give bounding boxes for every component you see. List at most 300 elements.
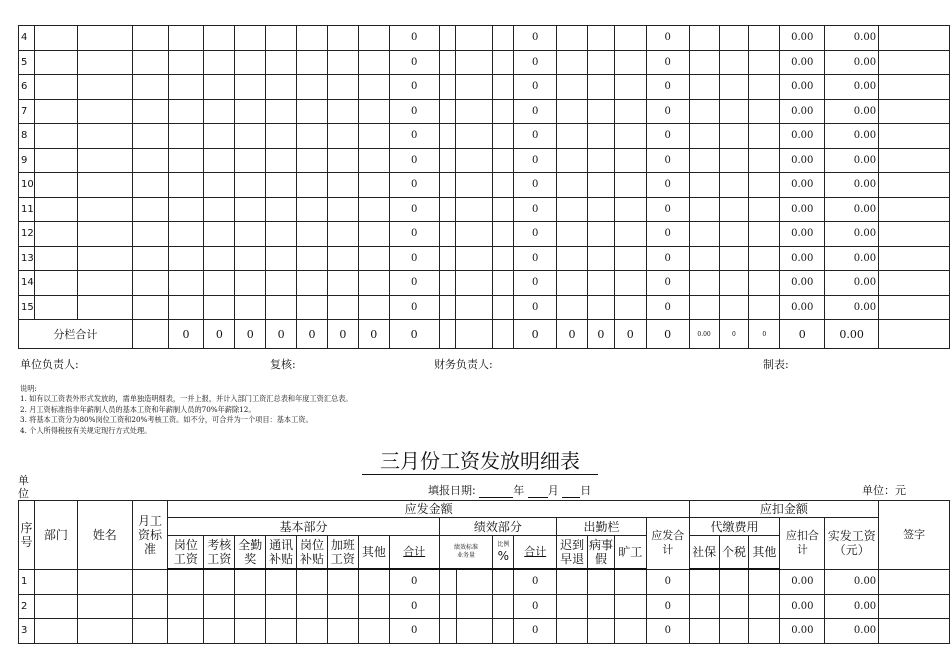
qt-cell[interactable] [358, 222, 389, 247]
khgz-cell[interactable] [204, 222, 235, 247]
bsj-cell[interactable] [587, 148, 614, 173]
bl-cell[interactable] [493, 50, 514, 75]
bl-cell[interactable] [493, 295, 514, 320]
jbgz-cell[interactable] [327, 99, 358, 124]
bsj-cell[interactable] [587, 271, 614, 296]
qt-cell[interactable] [358, 197, 389, 222]
cdzt-cell[interactable] [557, 197, 588, 222]
qt-cell[interactable] [358, 619, 389, 644]
bsj-cell[interactable] [587, 295, 614, 320]
bl-cell[interactable] [493, 271, 514, 296]
bl-cell[interactable] [493, 246, 514, 271]
ywl-cell[interactable] [456, 99, 493, 124]
sign-cell[interactable] [879, 26, 950, 51]
txbt-cell[interactable] [266, 148, 297, 173]
std-cell[interactable] [132, 197, 168, 222]
sign-cell[interactable] [879, 594, 950, 619]
cdzt-cell[interactable] [557, 75, 588, 100]
sb-cell[interactable] [689, 75, 719, 100]
khgz-cell[interactable] [204, 569, 235, 594]
qt-cell[interactable] [358, 173, 389, 198]
qqj-cell[interactable] [235, 246, 266, 271]
ywl-cell[interactable] [456, 26, 493, 51]
std-cell[interactable] [132, 124, 168, 149]
qt-cell[interactable] [358, 246, 389, 271]
txbt-cell[interactable] [266, 246, 297, 271]
sb-cell[interactable] [689, 197, 719, 222]
gs-cell[interactable] [719, 246, 749, 271]
sb-cell[interactable] [689, 295, 719, 320]
dept-cell[interactable] [34, 246, 77, 271]
qqj-cell[interactable] [235, 619, 266, 644]
gwgz-cell[interactable] [168, 197, 204, 222]
ywl-cell[interactable] [456, 75, 493, 100]
khgz-cell[interactable] [204, 50, 235, 75]
gwgz-cell[interactable] [168, 148, 204, 173]
cdzt-cell[interactable] [557, 295, 588, 320]
kg-cell[interactable] [614, 50, 646, 75]
std-cell[interactable] [132, 99, 168, 124]
sign-cell[interactable] [879, 173, 950, 198]
khgz-cell[interactable] [204, 26, 235, 51]
bsj-cell[interactable] [588, 619, 615, 644]
jbgz-cell[interactable] [327, 124, 358, 149]
txbt-cell[interactable] [266, 124, 297, 149]
sb-cell[interactable] [689, 124, 719, 149]
txbt-cell[interactable] [266, 295, 297, 320]
gwbt-cell[interactable] [297, 222, 328, 247]
cdzt-cell[interactable] [557, 619, 588, 644]
name-cell[interactable] [77, 75, 132, 100]
sb-cell[interactable] [689, 271, 719, 296]
qt2-cell[interactable] [749, 50, 780, 75]
sb-cell[interactable] [689, 569, 719, 594]
txbt-cell[interactable] [266, 173, 297, 198]
khgz-cell[interactable] [204, 173, 235, 198]
ywl-cell[interactable] [456, 222, 493, 247]
std-cell[interactable] [132, 246, 168, 271]
kg-cell[interactable] [614, 271, 646, 296]
gs-cell[interactable] [719, 197, 749, 222]
dept-cell[interactable] [34, 222, 77, 247]
gs-cell[interactable] [719, 569, 749, 594]
dept-cell[interactable] [34, 594, 77, 619]
gwbt-cell[interactable] [297, 99, 328, 124]
gs-cell[interactable] [719, 222, 749, 247]
bl-cell[interactable] [493, 173, 514, 198]
name-cell[interactable] [77, 148, 132, 173]
dept-cell[interactable] [34, 26, 77, 51]
sign-cell[interactable] [879, 569, 950, 594]
dept-cell[interactable] [34, 99, 77, 124]
qt-cell[interactable] [358, 26, 389, 51]
gs-cell[interactable] [719, 50, 749, 75]
jxbz-cell[interactable] [439, 173, 456, 198]
ywl-cell[interactable] [456, 148, 493, 173]
qt2-cell[interactable] [749, 26, 780, 51]
ywl-cell[interactable] [456, 594, 493, 619]
qt-cell[interactable] [358, 99, 389, 124]
qqj-cell[interactable] [235, 173, 266, 198]
name-cell[interactable] [77, 197, 132, 222]
cdzt-cell[interactable] [557, 594, 588, 619]
qqj-cell[interactable] [235, 197, 266, 222]
dept-cell[interactable] [34, 271, 77, 296]
bl-cell[interactable] [493, 26, 514, 51]
qqj-cell[interactable] [235, 271, 266, 296]
gwgz-cell[interactable] [168, 295, 204, 320]
ywl-cell[interactable] [456, 173, 493, 198]
std-cell[interactable] [132, 148, 168, 173]
khgz-cell[interactable] [204, 124, 235, 149]
jxbz-cell[interactable] [439, 594, 456, 619]
sign-cell[interactable] [879, 295, 950, 320]
khgz-cell[interactable] [204, 75, 235, 100]
ywl-cell[interactable] [456, 50, 493, 75]
jxbz-cell[interactable] [439, 295, 456, 320]
jbgz-cell[interactable] [327, 222, 358, 247]
qt-cell[interactable] [358, 50, 389, 75]
sign-cell[interactable] [879, 124, 950, 149]
cdzt-cell[interactable] [557, 26, 588, 51]
gwgz-cell[interactable] [168, 271, 204, 296]
qt2-cell[interactable] [749, 619, 780, 644]
qt2-cell[interactable] [749, 148, 780, 173]
gwbt-cell[interactable] [297, 173, 328, 198]
jbgz-cell[interactable] [327, 594, 358, 619]
bsj-cell[interactable] [587, 197, 614, 222]
gwgz-cell[interactable] [168, 99, 204, 124]
qt2-cell[interactable] [749, 173, 780, 198]
gs-cell[interactable] [719, 124, 749, 149]
std-cell[interactable] [132, 619, 168, 644]
jxbz-cell[interactable] [439, 124, 456, 149]
qt-cell[interactable] [358, 271, 389, 296]
jbgz-cell[interactable] [327, 50, 358, 75]
sb-cell[interactable] [689, 50, 719, 75]
cdzt-cell[interactable] [557, 173, 588, 198]
jbgz-cell[interactable] [327, 619, 358, 644]
qqj-cell[interactable] [235, 148, 266, 173]
qt-cell[interactable] [358, 295, 389, 320]
jbgz-cell[interactable] [327, 26, 358, 51]
std-cell[interactable] [132, 50, 168, 75]
gwbt-cell[interactable] [297, 148, 328, 173]
qqj-cell[interactable] [235, 124, 266, 149]
gwgz-cell[interactable] [168, 50, 204, 75]
dept-cell[interactable] [34, 197, 77, 222]
jxbz-cell[interactable] [439, 619, 456, 644]
jbgz-cell[interactable] [327, 197, 358, 222]
khgz-cell[interactable] [204, 594, 235, 619]
bsj-cell[interactable] [587, 26, 614, 51]
bsj-cell[interactable] [588, 569, 615, 594]
bsj-cell[interactable] [588, 594, 615, 619]
qqj-cell[interactable] [235, 222, 266, 247]
khgz-cell[interactable] [204, 148, 235, 173]
qt2-cell[interactable] [749, 124, 780, 149]
txbt-cell[interactable] [266, 99, 297, 124]
gwbt-cell[interactable] [297, 295, 328, 320]
bsj-cell[interactable] [587, 173, 614, 198]
qt2-cell[interactable] [749, 594, 780, 619]
gwbt-cell[interactable] [297, 246, 328, 271]
name-cell[interactable] [77, 271, 132, 296]
name-cell[interactable] [77, 246, 132, 271]
bsj-cell[interactable] [587, 50, 614, 75]
khgz-cell[interactable] [204, 619, 235, 644]
bl-cell[interactable] [493, 594, 514, 619]
name-cell[interactable] [77, 50, 132, 75]
gwgz-cell[interactable] [168, 222, 204, 247]
name-cell[interactable] [77, 594, 132, 619]
gwgz-cell[interactable] [168, 569, 204, 594]
dept-cell[interactable] [34, 569, 77, 594]
qqj-cell[interactable] [235, 75, 266, 100]
month-blank[interactable] [528, 486, 548, 498]
std-cell[interactable] [132, 569, 168, 594]
cdzt-cell[interactable] [557, 148, 588, 173]
sign-cell[interactable] [879, 50, 950, 75]
std-cell[interactable] [132, 26, 168, 51]
ywl-cell[interactable] [456, 295, 493, 320]
gwgz-cell[interactable] [168, 173, 204, 198]
qt-cell[interactable] [358, 594, 389, 619]
sb-cell[interactable] [689, 246, 719, 271]
dept-cell[interactable] [34, 124, 77, 149]
gs-cell[interactable] [719, 271, 749, 296]
kg-cell[interactable] [614, 569, 646, 594]
cdzt-cell[interactable] [557, 569, 588, 594]
sb-cell[interactable] [689, 99, 719, 124]
khgz-cell[interactable] [204, 197, 235, 222]
khgz-cell[interactable] [204, 295, 235, 320]
sign-cell[interactable] [879, 99, 950, 124]
qqj-cell[interactable] [235, 99, 266, 124]
dept-cell[interactable] [34, 173, 77, 198]
jbgz-cell[interactable] [327, 295, 358, 320]
kg-cell[interactable] [614, 26, 646, 51]
name-cell[interactable] [77, 295, 132, 320]
txbt-cell[interactable] [266, 197, 297, 222]
cdzt-cell[interactable] [557, 124, 588, 149]
jbgz-cell[interactable] [327, 271, 358, 296]
cdzt-cell[interactable] [557, 246, 588, 271]
gwgz-cell[interactable] [168, 594, 204, 619]
gs-cell[interactable] [719, 75, 749, 100]
kg-cell[interactable] [614, 594, 646, 619]
gwbt-cell[interactable] [297, 594, 328, 619]
sign-cell[interactable] [879, 271, 950, 296]
jbgz-cell[interactable] [327, 148, 358, 173]
jxbz-cell[interactable] [439, 50, 456, 75]
qt2-cell[interactable] [749, 295, 780, 320]
sb-cell[interactable] [689, 173, 719, 198]
gwbt-cell[interactable] [297, 569, 328, 594]
jxbz-cell[interactable] [439, 26, 456, 51]
kg-cell[interactable] [614, 222, 646, 247]
kg-cell[interactable] [614, 148, 646, 173]
bl-cell[interactable] [493, 222, 514, 247]
txbt-cell[interactable] [266, 26, 297, 51]
gs-cell[interactable] [719, 619, 749, 644]
dept-cell[interactable] [34, 295, 77, 320]
gwbt-cell[interactable] [297, 619, 328, 644]
txbt-cell[interactable] [266, 75, 297, 100]
bl-cell[interactable] [493, 99, 514, 124]
bl-cell[interactable] [493, 197, 514, 222]
year-blank[interactable] [479, 486, 513, 498]
qt-cell[interactable] [358, 148, 389, 173]
qt-cell[interactable] [358, 124, 389, 149]
gwbt-cell[interactable] [297, 75, 328, 100]
std-cell[interactable] [132, 594, 168, 619]
jxbz-cell[interactable] [439, 75, 456, 100]
bl-cell[interactable] [493, 569, 514, 594]
bsj-cell[interactable] [587, 75, 614, 100]
qt2-cell[interactable] [749, 271, 780, 296]
bsj-cell[interactable] [587, 124, 614, 149]
ywl-cell[interactable] [456, 569, 493, 594]
kg-cell[interactable] [614, 246, 646, 271]
kg-cell[interactable] [614, 124, 646, 149]
sb-cell[interactable] [689, 148, 719, 173]
bl-cell[interactable] [493, 124, 514, 149]
std-cell[interactable] [132, 75, 168, 100]
sign-cell[interactable] [879, 246, 950, 271]
ywl-cell[interactable] [456, 619, 493, 644]
gwgz-cell[interactable] [168, 246, 204, 271]
txbt-cell[interactable] [266, 569, 297, 594]
gwbt-cell[interactable] [297, 26, 328, 51]
ywl-cell[interactable] [456, 271, 493, 296]
sb-cell[interactable] [689, 222, 719, 247]
gs-cell[interactable] [719, 148, 749, 173]
name-cell[interactable] [77, 99, 132, 124]
sb-cell[interactable] [689, 594, 719, 619]
qt-cell[interactable] [358, 75, 389, 100]
bl-cell[interactable] [493, 619, 514, 644]
cdzt-cell[interactable] [557, 222, 588, 247]
qt2-cell[interactable] [749, 246, 780, 271]
jxbz-cell[interactable] [439, 271, 456, 296]
jbgz-cell[interactable] [327, 173, 358, 198]
kg-cell[interactable] [614, 99, 646, 124]
sb-cell[interactable] [689, 26, 719, 51]
kg-cell[interactable] [614, 173, 646, 198]
khgz-cell[interactable] [204, 246, 235, 271]
name-cell[interactable] [77, 173, 132, 198]
jxbz-cell[interactable] [439, 222, 456, 247]
bsj-cell[interactable] [587, 222, 614, 247]
jxbz-cell[interactable] [439, 569, 456, 594]
cdzt-cell[interactable] [557, 99, 588, 124]
qt2-cell[interactable] [749, 222, 780, 247]
dept-cell[interactable] [34, 75, 77, 100]
qqj-cell[interactable] [235, 295, 266, 320]
jxbz-cell[interactable] [439, 99, 456, 124]
gwgz-cell[interactable] [168, 619, 204, 644]
std-cell[interactable] [132, 222, 168, 247]
gwbt-cell[interactable] [297, 50, 328, 75]
gs-cell[interactable] [719, 594, 749, 619]
khgz-cell[interactable] [204, 99, 235, 124]
name-cell[interactable] [77, 124, 132, 149]
txbt-cell[interactable] [266, 222, 297, 247]
bsj-cell[interactable] [587, 246, 614, 271]
name-cell[interactable] [77, 569, 132, 594]
qqj-cell[interactable] [235, 50, 266, 75]
std-cell[interactable] [132, 173, 168, 198]
jxbz-cell[interactable] [439, 197, 456, 222]
qt2-cell[interactable] [749, 197, 780, 222]
qqj-cell[interactable] [235, 594, 266, 619]
dept-cell[interactable] [34, 50, 77, 75]
bl-cell[interactable] [493, 148, 514, 173]
qt-cell[interactable] [358, 569, 389, 594]
ywl-cell[interactable] [456, 197, 493, 222]
name-cell[interactable] [77, 222, 132, 247]
qt2-cell[interactable] [749, 99, 780, 124]
ywl-cell[interactable] [456, 124, 493, 149]
sign-cell[interactable] [879, 222, 950, 247]
name-cell[interactable] [77, 26, 132, 51]
sign-cell[interactable] [879, 619, 950, 644]
khgz-cell[interactable] [204, 271, 235, 296]
jbgz-cell[interactable] [327, 75, 358, 100]
jbgz-cell[interactable] [327, 246, 358, 271]
sign-cell[interactable] [879, 75, 950, 100]
sign-cell[interactable] [879, 148, 950, 173]
sb-cell[interactable] [689, 619, 719, 644]
gwbt-cell[interactable] [297, 197, 328, 222]
txbt-cell[interactable] [266, 619, 297, 644]
gwgz-cell[interactable] [168, 75, 204, 100]
gwgz-cell[interactable] [168, 124, 204, 149]
kg-cell[interactable] [614, 197, 646, 222]
jxbz-cell[interactable] [439, 148, 456, 173]
kg-cell[interactable] [614, 295, 646, 320]
jbgz-cell[interactable] [327, 569, 358, 594]
dept-cell[interactable] [34, 148, 77, 173]
sign-cell[interactable] [879, 197, 950, 222]
qqj-cell[interactable] [235, 569, 266, 594]
bsj-cell[interactable] [587, 99, 614, 124]
kg-cell[interactable] [614, 619, 646, 644]
day-blank[interactable] [562, 486, 580, 498]
qt2-cell[interactable] [749, 569, 780, 594]
gwgz-cell[interactable] [168, 26, 204, 51]
gs-cell[interactable] [719, 295, 749, 320]
gs-cell[interactable] [719, 173, 749, 198]
std-cell[interactable] [132, 295, 168, 320]
gwbt-cell[interactable] [297, 271, 328, 296]
cdzt-cell[interactable] [557, 50, 588, 75]
txbt-cell[interactable] [266, 594, 297, 619]
std-cell[interactable] [132, 271, 168, 296]
name-cell[interactable] [77, 619, 132, 644]
qqj-cell[interactable] [235, 26, 266, 51]
qt2-cell[interactable] [749, 75, 780, 100]
cdzt-cell[interactable] [557, 271, 588, 296]
kg-cell[interactable] [614, 75, 646, 100]
gwbt-cell[interactable] [297, 124, 328, 149]
bl-cell[interactable] [493, 75, 514, 100]
txbt-cell[interactable] [266, 271, 297, 296]
txbt-cell[interactable] [266, 50, 297, 75]
gs-cell[interactable] [719, 99, 749, 124]
jxbz-cell[interactable] [439, 246, 456, 271]
